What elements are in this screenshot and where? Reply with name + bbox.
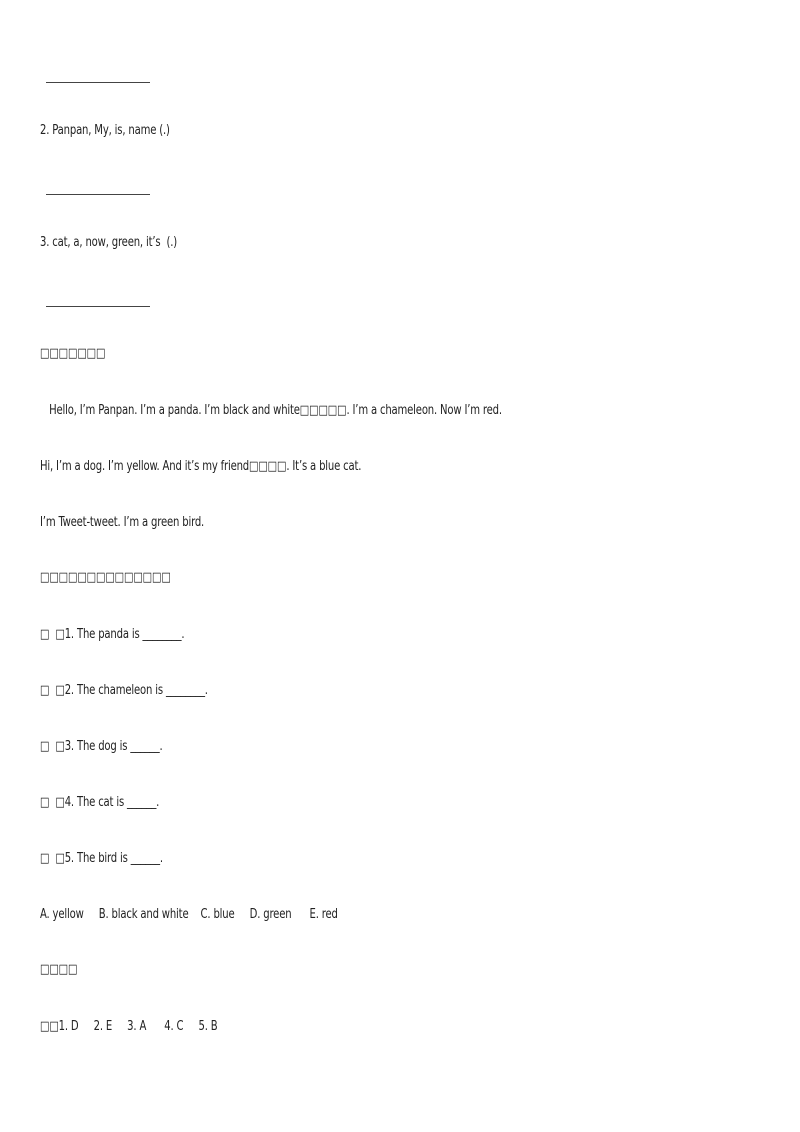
passage-line-2: Hi, I’m a dog. I’m yellow. And it’s my friend□□□□. It’s a blue cat. bbox=[40, 459, 362, 474]
question-3: □ □3. The dog is ______. bbox=[40, 739, 163, 754]
answer-key: □□1. D 2. E 3. A 4. C 5. B bbox=[40, 1019, 218, 1034]
answer-blank-1[interactable] bbox=[46, 82, 150, 83]
passage-line-3: I’m Tweet-tweet. I’m a green bird. bbox=[40, 515, 205, 530]
question-4: □ □4. The cat is ______. bbox=[40, 795, 160, 810]
answer-blank-3[interactable] bbox=[46, 306, 150, 307]
questions-heading: □□□□□□□□□□□□□□ bbox=[40, 570, 171, 585]
unscramble-question-2: 2. Panpan, My, is, name (.) bbox=[40, 123, 170, 138]
passage-line-1: Hello, I’m Panpan. I’m a panda. I’m black and white□□□□□. I’m a chameleon. Now I’m red. bbox=[40, 403, 502, 418]
question-5: □ □5. The bird is ______. bbox=[40, 851, 163, 866]
answer-key-heading: □□□□ bbox=[40, 962, 78, 977]
question-2: □ □2. The chameleon is ________. bbox=[40, 683, 208, 698]
unscramble-question-3: 3. cat, a, now, green, it’s (.) bbox=[40, 235, 178, 250]
question-1: □ □1. The panda is ________. bbox=[40, 627, 185, 642]
answer-options: A. yellow B. black and white C. blue D. green E. red bbox=[40, 907, 338, 922]
reading-heading: □□□□□□□ bbox=[40, 346, 106, 361]
answer-blank-2[interactable] bbox=[46, 194, 150, 195]
